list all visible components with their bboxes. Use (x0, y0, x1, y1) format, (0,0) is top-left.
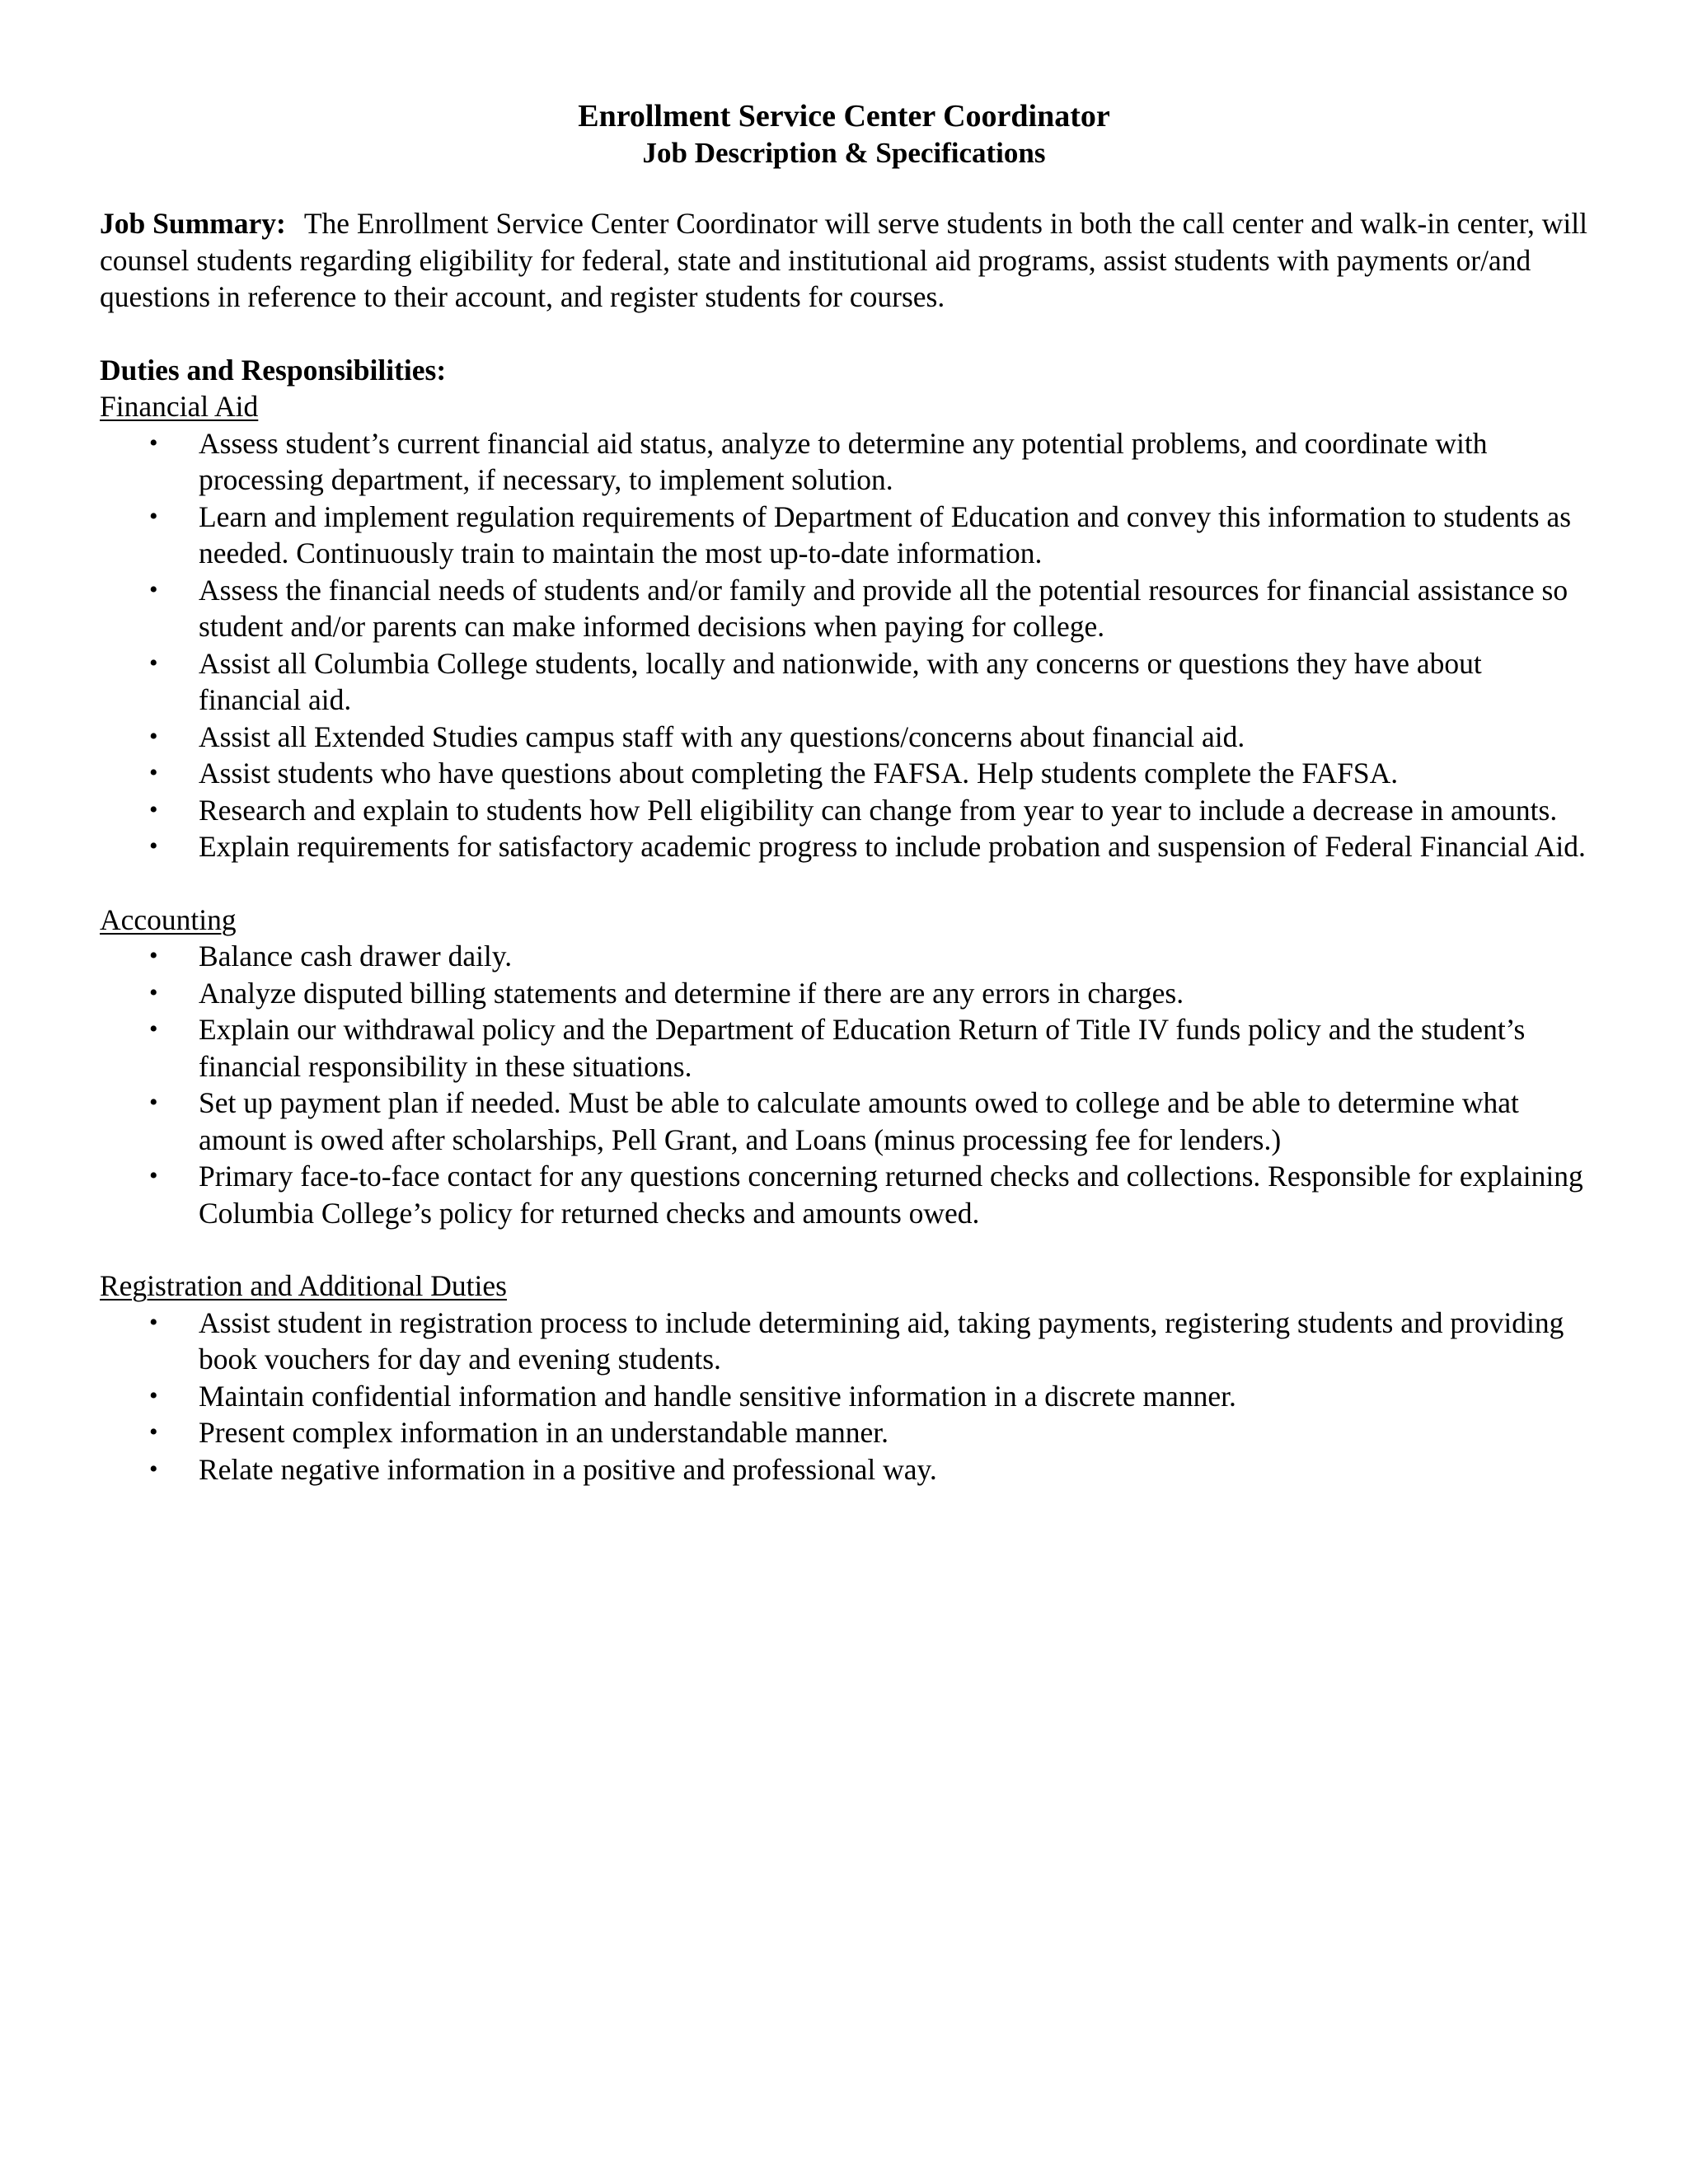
bullet-icon: • (149, 1381, 158, 1409)
list-item (100, 792, 1588, 829)
document-page (100, 97, 1588, 1488)
section-registration-and-additional-duties (100, 1268, 1588, 1488)
list-item-text: Research and explain to students how Pell eligibility can change from year to year to include a decrease in amounts. (199, 793, 1558, 827)
list-item-text: Explain requirements for satisfactory academic progress to include probation and suspension of Federal Financial Aid. (199, 830, 1586, 863)
bullet-icon: • (149, 1308, 158, 1336)
list-item (100, 1378, 1588, 1415)
list-item-text: Explain our withdrawal policy and the Department of Education Return of Title IV funds policy and the student’s financial responsibility in these situations. (199, 1013, 1526, 1083)
bullet-icon: • (149, 1015, 158, 1043)
list-item-text: Learn and implement regulation requirements of Department of Education and convey this information to students as needed. Continuously train to maintain the most up-to-date information. (199, 499, 1572, 569)
list-item (100, 645, 1588, 719)
bullet-icon: • (149, 1162, 158, 1189)
section-title: Financial Aid (100, 390, 259, 423)
bullet-icon: • (149, 1455, 158, 1483)
bullet-icon: • (149, 832, 158, 860)
bullet-icon: • (149, 978, 158, 1006)
bullet-icon: • (149, 1418, 158, 1446)
bullet-icon: • (149, 759, 158, 786)
list-item-text: Relate negative information in a positive and professional way. (199, 1452, 937, 1486)
list-item-text: Assess student’s current financial aid status, analyze to determine any potential problems, and coordinate with processing department, if necessary, to implement solution. (199, 426, 1488, 496)
list-item-text: Assist all Extended Studies campus staff with any questions/concerns about financial aid. (199, 719, 1245, 753)
job-summary-text: The Enrollment Service Center Coordinator will serve students in both the call center and walk-in center, will counsel students regarding eligibility for federal, state and institutional aid programs, assist students with payments or/and questions in reference to their account, and register students for courses. (100, 207, 1587, 313)
list-item-text: Present complex information in an understandable manner. (199, 1416, 889, 1449)
bullet-icon: • (149, 942, 158, 969)
list-item (100, 1451, 1588, 1488)
list-item (100, 1011, 1588, 1085)
list-item-text: Analyze disputed billing statements and determine if there are any errors in charges. (199, 976, 1184, 1010)
list-item (100, 828, 1588, 865)
section-accounting (100, 902, 1588, 1232)
list-item (100, 1414, 1588, 1451)
list-item (100, 1085, 1588, 1158)
job-summary-label: Job Summary: (100, 207, 286, 240)
duties-heading: Duties and Responsibilities: (100, 353, 447, 387)
list-item (100, 938, 1588, 975)
list-item-text: Primary face-to-face contact for any questions concerning returned checks and collections. Responsible for explaining Columbia College’s policy for returned checks and amounts owed. (199, 1160, 1583, 1230)
list-item-text: Balance cash drawer daily. (199, 940, 513, 972)
bullet-list (100, 1305, 1588, 1488)
bullet-list (100, 425, 1588, 865)
bullet-icon: • (149, 722, 158, 750)
bullet-icon: • (149, 575, 158, 603)
list-item (100, 755, 1588, 792)
bullet-icon: • (149, 795, 158, 823)
list-item-text: Assist students who have questions about completing the FAFSA. Help students complete the FAFSA. (199, 757, 1399, 790)
list-item (100, 499, 1588, 572)
section-title: Registration and Additional Duties (100, 1269, 507, 1302)
list-item (100, 1158, 1588, 1231)
section-financial-aid (100, 388, 1588, 865)
bullet-icon: • (149, 649, 158, 677)
list-item-text: Assist all Columbia College students, locally and nationwide, with any concerns or questions they have about financial aid. (199, 646, 1482, 716)
list-item-text: Set up payment plan if needed. Must be able to calculate amounts owed to college and be able to determine what amount is owed after scholarships, Pell Grant, and Loans (minus processing fee for lenders.) (199, 1086, 1519, 1156)
list-item-text: Maintain confidential information and handle sensitive information in a discrete manner. (199, 1379, 1236, 1413)
list-item-text: Assess the financial needs of students and/or family and provide all the potential resources for financial assistance so student and/or parents can make informed decisions when paying for college. (199, 573, 1568, 643)
document-title: Enrollment Service Center Coordinator (578, 99, 1110, 134)
list-item (100, 1305, 1588, 1378)
sections-container (100, 388, 1588, 1488)
bullet-icon: • (149, 1089, 158, 1116)
bullet-icon: • (149, 502, 158, 530)
list-item (100, 425, 1588, 499)
list-item (100, 572, 1588, 645)
bullet-icon: • (149, 429, 158, 457)
list-item (100, 975, 1588, 1012)
job-summary (100, 205, 1588, 316)
list-item-text: Assist student in registration process to include determining aid, taking payments, registering students and providing book vouchers for day and evening students. (199, 1305, 1564, 1376)
list-item (100, 719, 1588, 756)
bullet-list (100, 938, 1588, 1231)
document-subtitle: Job Description & Specifications (642, 137, 1046, 169)
section-title: Accounting (100, 902, 237, 936)
